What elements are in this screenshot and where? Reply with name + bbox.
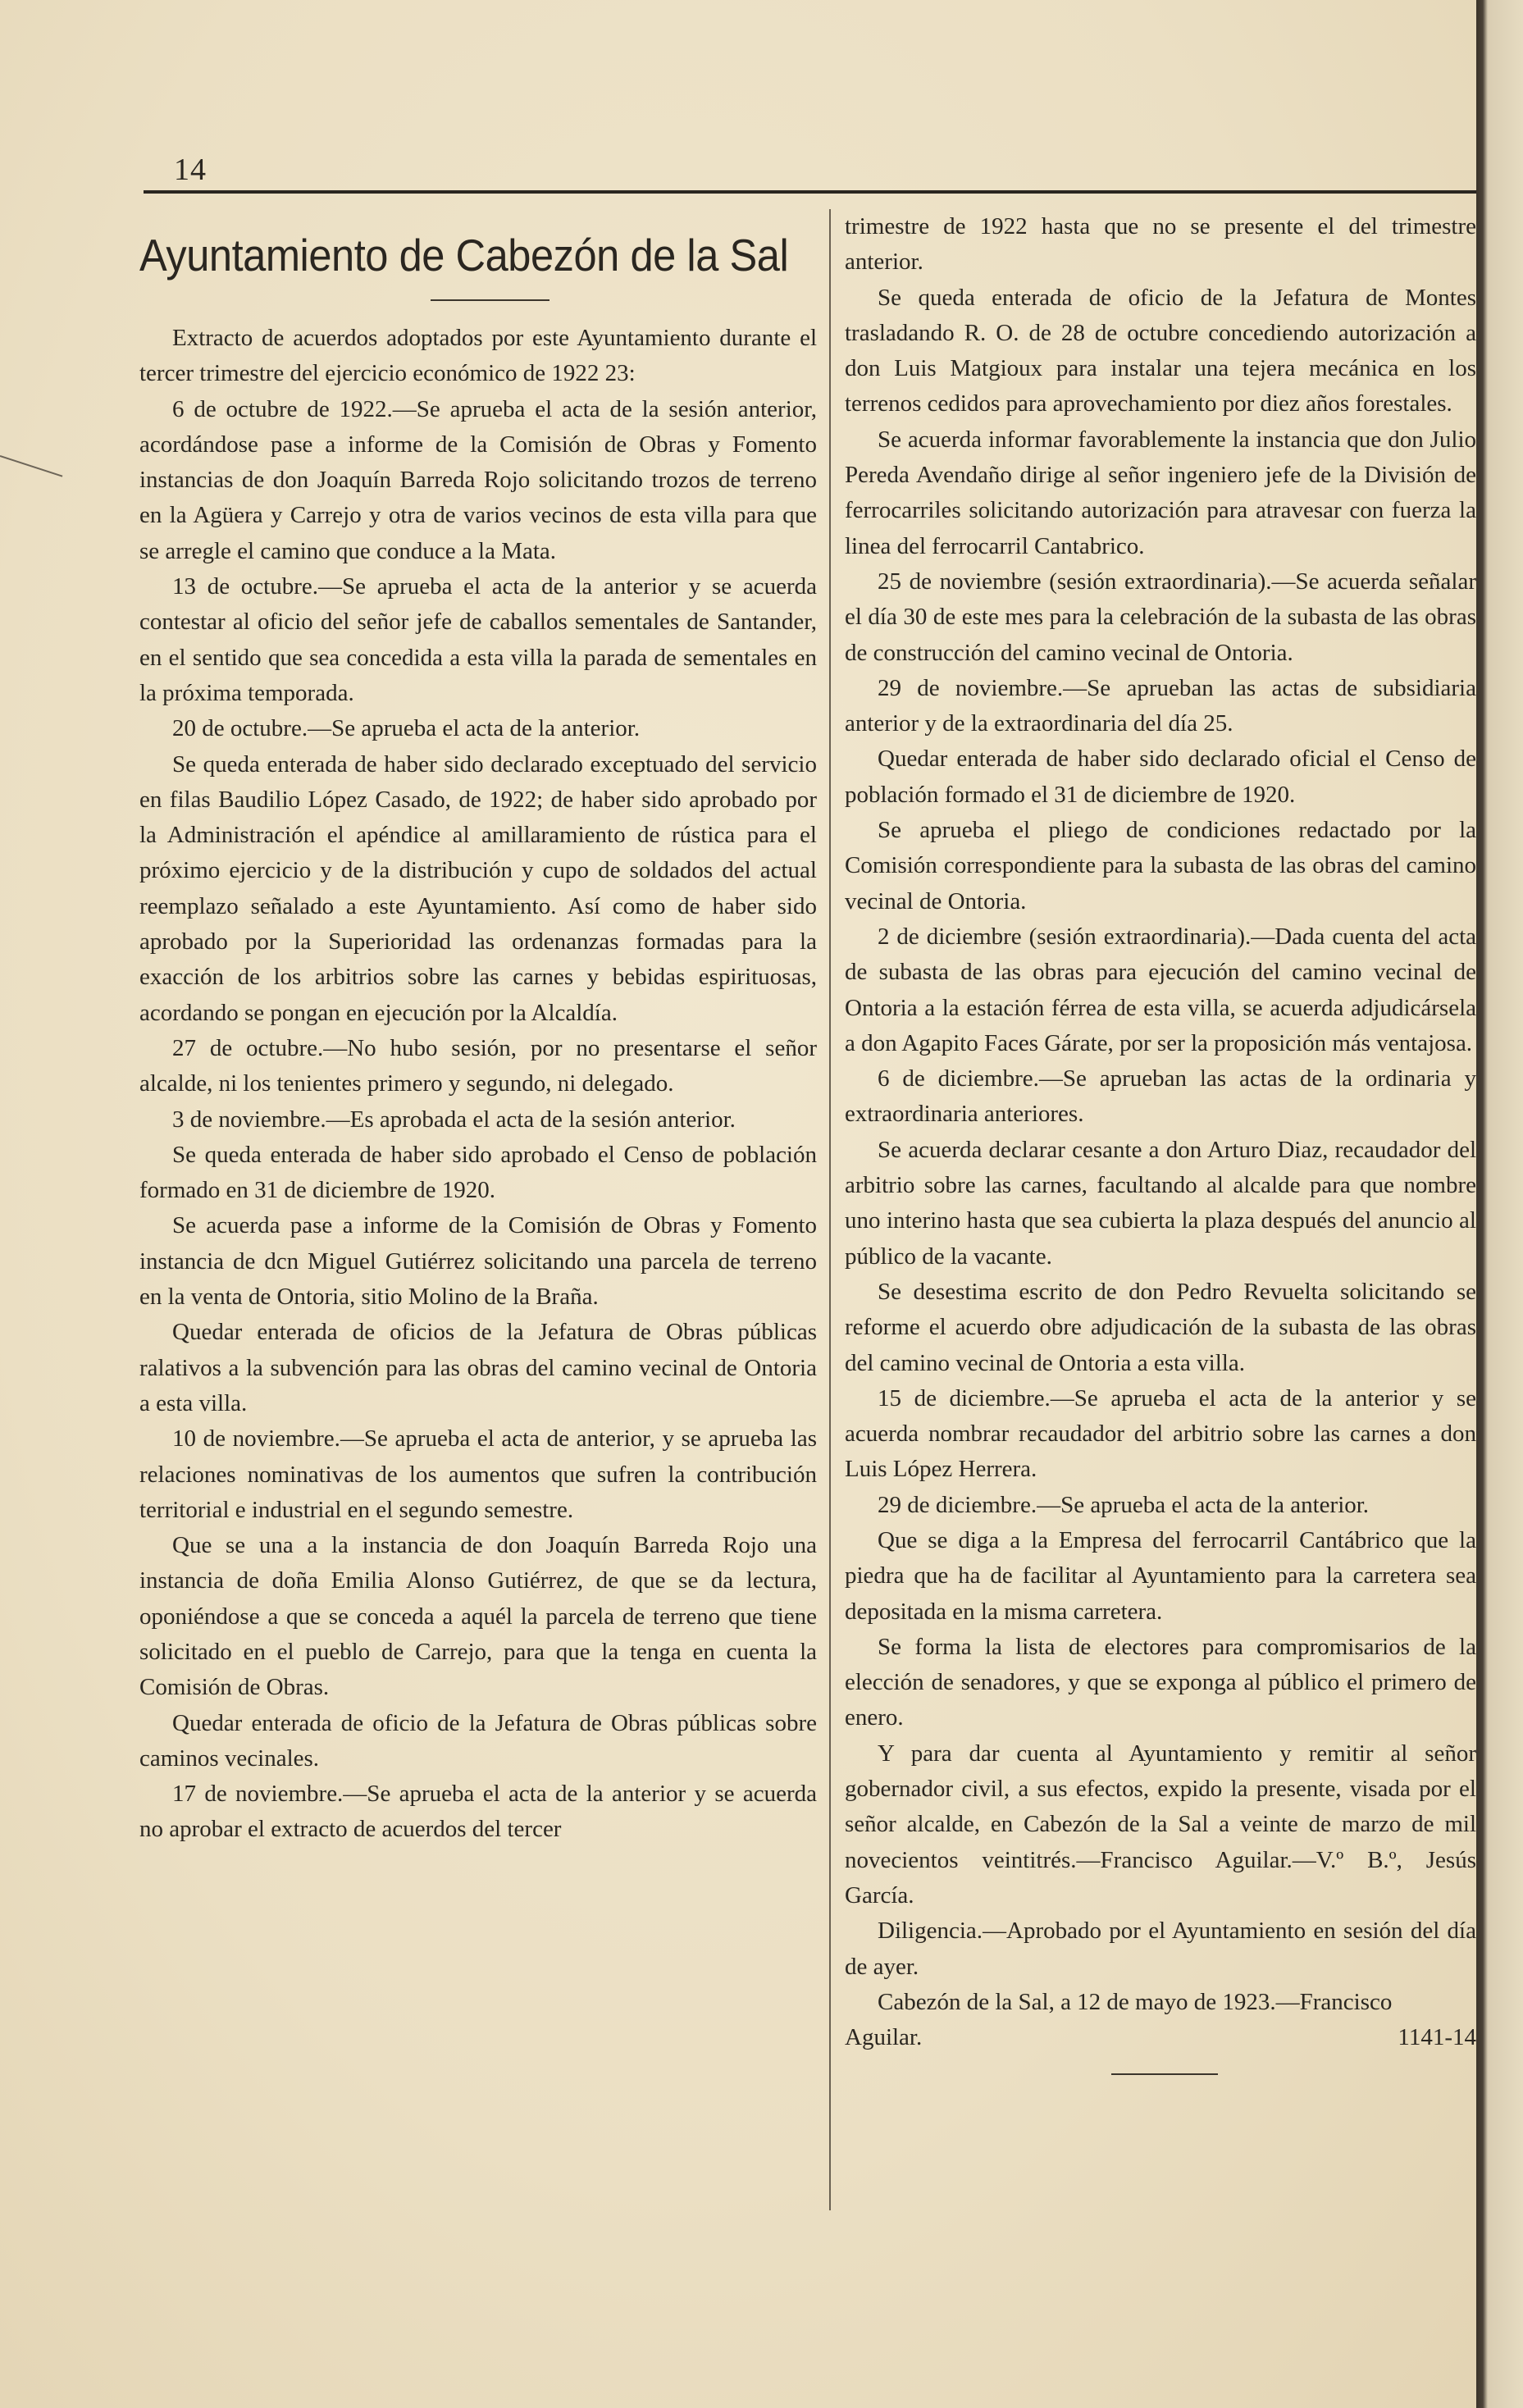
adjacent-page-edge (1476, 0, 1523, 2408)
closing-rule (1111, 2073, 1218, 2075)
paragraph: Se acuerda informar favorablemente la instancia que don Julio Pereda Avendaño dirige al señor ingeniero jefe de la División de ferrocarriles solicitando autorización para atravesar con fuerza la linea del ferrocarril Cantabrico. (845, 426, 1476, 559)
paragraph: Se acuerda pase a informe de la Comisión de Obras y Fomento instancia de dcn Miguel Gutiérrez solicitando una parcela de terreno en la venta de Ontoria, sitio Molino de la Braña. (139, 1212, 817, 1311)
signature-line (845, 2020, 1476, 2055)
paragraph: 3 de noviembre.—Es aprobada el acta de la sesión anterior. (172, 1106, 736, 1133)
paragraph: 6 de diciembre.—Se aprueban las actas de la ordinaria y extraordinaria anteriores. (845, 1065, 1476, 1128)
paragraph: 2 de diciembre (sesión extraordinaria).—Dada cuenta del acta de subasta de las obras para ejecución del camino vecinal de Ontoria a la estación férrea de esta villa, se acuerda adjudicársela a don Agapito Faces Gárate, por ser la proposición más ventajosa. (845, 923, 1476, 1056)
paragraph: trimestre de 1922 hasta que no se presente el del trimestre anterior. (845, 213, 1476, 276)
left-paragraphs (139, 321, 817, 1848)
paragraph: Extracto de acuerdos adoptados por este Ayuntamiento durante el tercer trimestre del ejercicio económico de 1922 23: (139, 325, 817, 387)
paragraph: Que se una a la instancia de don Joaquín Barreda Rojo una instancia de doña Emilia Alonso Gutiérrez, de que se da lectura, oponiéndose a que se conceda a aquél la parcela de terreno que tiene solicitado en el pueblo de Carrejo, para que la tenga en cuenta la Comisión de Obras. (139, 1532, 817, 1701)
paragraph: Se desestima escrito de don Pedro Revuelta solicitando se reforme el acuerdo obre adjudicación de la subasta de las obras del camino vecinal de Ontoria a esta villa. (845, 1278, 1476, 1376)
paragraph: 15 de diciembre.—Se aprueba el acta de la anterior y se acuerda nombrar recaudador del arbitrio sobre las carnes a don Luis López Herrera. (845, 1384, 1476, 1483)
paragraph: 20 de octubre.—Se aprueba el acta de la anterior. (172, 715, 641, 742)
paragraph: 13 de octubre.—Se aprueba el acta de la anterior y se acuerda contestar al oficio del señor jefe de caballos sementales de Santander, en el sentido que sea concedida a esta villa la parada de sementales en la próxima temporada. (139, 573, 817, 706)
page-number: 14 (174, 153, 207, 187)
paragraph: Que se diga a la Empresa del ferrocarril Cantábrico que la piedra que ha de facilitar al Ayuntamiento para la carretera sea depositada en la misma carretera. (845, 1526, 1476, 1625)
signature-name: Aguilar. (845, 2024, 923, 2051)
paragraph: Se queda enterada de oficio de la Jefatura de Montes trasladando R. O. de 28 de octubre concediendo autorización a don Luis Matgioux para instalar una tejera mecánica en los terrenos cedidos para aprovechamiento por diez años forestales. (845, 284, 1476, 417)
paragraph: Quedar enterada de haber sido declarado oficial el Censo de población formado el 31 de diciembre de 1920. (845, 746, 1476, 808)
paragraph: Quedar enterada de oficios de la Jefatura de Obras públicas ralativos a la subvención para las obras del camino vecinal de Ontoria a esta villa. (139, 1319, 817, 1416)
paragraph: Se aprueba el pliego de condiciones redactado por la Comisión correspondiente para la subasta de las obras del camino vecinal de Ontoria. (845, 817, 1476, 914)
paragraph: 25 de noviembre (sesión extraordinaria).—Se acuerda señalar el día 30 de este mes para la celebración de la subasta de las obras de construcción del camino vecinal de Ontoria. (845, 568, 1476, 666)
paragraph: Se queda enterada de haber sido declarado exceptuado del servicio en filas Baudilio López Casado, de 1922; de haber sido aprobado por la Administración el apéndice al amillaramiento de rústica para el próximo ejercicio y de la distribución y cupo de soldados del actual reemplazo señalado a este Ayuntamiento. Así como de haber sido aprobado por la Superioridad las ordenanzas formadas para la exacción de los arbitrios sobre las carnes y bebidas espirituosas, acordando se pongan en ejecución por la Alcaldía. (139, 750, 817, 1026)
paragraph: Quedar enterada de oficio de la Jefatura de Obras públicas sobre caminos vecinales. (139, 1709, 817, 1772)
margin-mark (0, 455, 62, 477)
paragraph: Cabezón de la Sal, a 12 de mayo de 1923.—Francisco (878, 1988, 1393, 2015)
column-divider (829, 209, 831, 2210)
paragraph: 27 de octubre.—No hubo sesión, por no presentarse el señor alcalde, ni los tenientes primero y segundo, ni delegado. (139, 1034, 817, 1097)
right-paragraphs (845, 209, 1476, 2020)
article-title: Ayuntamiento de Cabezón de la Sal (139, 230, 789, 280)
right-column (845, 209, 1476, 2075)
signature-code: 1141-14 (1398, 2024, 1476, 2051)
paragraph: Se queda enterada de haber sido aprobado el Censo de población formado en 31 de diciembre de 1920. (139, 1141, 817, 1204)
left-column (139, 209, 817, 1848)
paragraph: 10 de noviembre.—Se aprueba el acta de anterior, y se aprueba las relaciones nominativas de los aumentos que sufren la contribución territorial e industrial en el segundo semestre. (139, 1425, 817, 1523)
title-rule (431, 299, 549, 301)
paragraph: 6 de octubre de 1922.—Se aprueba el acta de la sesión anterior, acordándose pase a informe de la Comisión de Obras y Fomento instancias de don Joaquín Barreda Rojo solicitando trozos de terreno en la Agüera y Carrejo y otra de varios vecinos de esta villa para que se arregle el camino que conduce a la Mata. (139, 395, 817, 564)
paragraph: 17 de noviembre.—Se aprueba el acta de la anterior y se acuerda no aprobar el extracto de acuerdos del tercer (139, 1781, 817, 1843)
paragraph: Se acuerda declarar cesante a don Arturo Diaz, recaudador del arbitrio sobre las carnes, facultando al alcalde para que nombre uno interino hasta que sea cubierta la plaza después del anuncio al público de la vacante. (845, 1136, 1476, 1270)
paragraph: Y para dar cuenta al Ayuntamiento y remitir al señor gobernador civil, a sus efectos, expido la presente, visada por el señor alcalde, en Cabezón de la Sal a veinte de marzo de mil novecientos veintitrés.—Francisco Aguilar.—V.º B.º, Jesús García. (845, 1740, 1476, 1909)
paragraph: Se forma la lista de electores para compromisarios de la elección de senadores, y que se exponga al público el primero de enero. (845, 1633, 1476, 1731)
paragraph: 29 de diciembre.—Se aprueba el acta de la anterior. (878, 1491, 1370, 1518)
paragraph: 29 de noviembre.—Se aprueban las actas de subsidiaria anterior y de la extraordinaria del día 25. (845, 674, 1476, 737)
paragraph: Diligencia.—Aprobado por el Ayuntamiento en sesión del día de ayer. (845, 1918, 1476, 1980)
header-rule (144, 190, 1476, 194)
